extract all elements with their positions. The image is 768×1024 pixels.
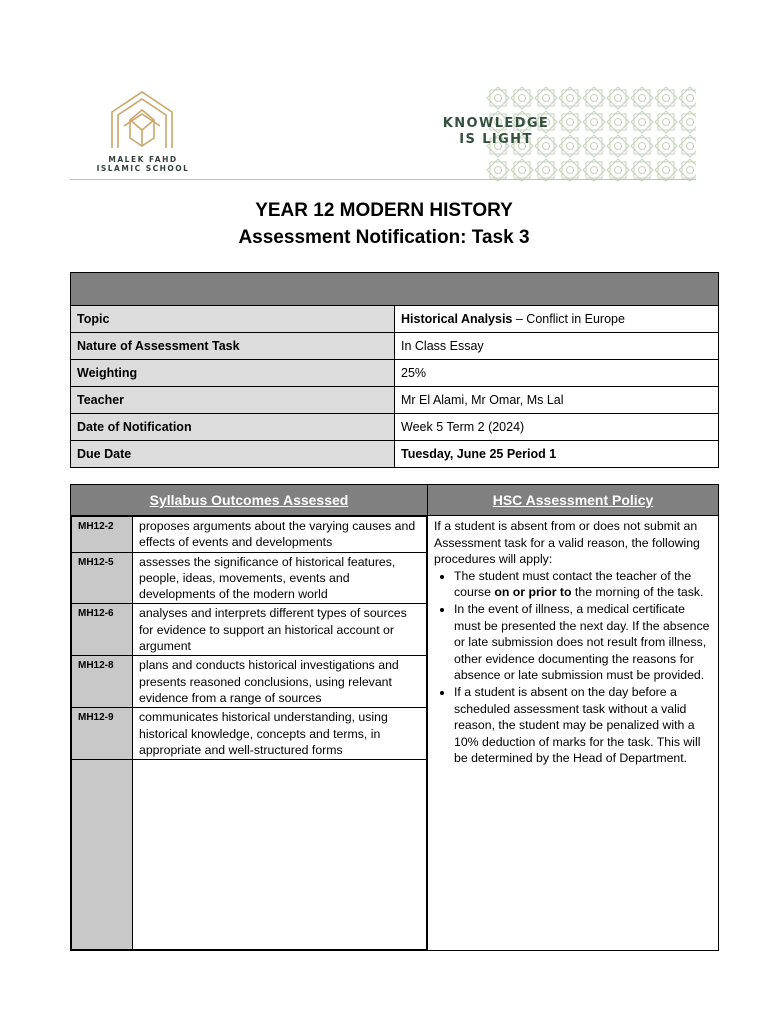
- school-name-line1: MALEK FAHD: [108, 155, 178, 164]
- outcome-row: [72, 656, 427, 708]
- page-title: YEAR 12 MODERN HISTORY: [255, 200, 513, 221]
- details-row-notification: [71, 414, 719, 441]
- outcome-empty-row: [72, 760, 427, 950]
- motto-line2: IS LIGHT: [459, 132, 533, 147]
- details-row-weighting: [71, 360, 719, 387]
- policy-emphasis: on or prior to: [494, 585, 572, 600]
- policy-list: [434, 568, 712, 767]
- outcome-text: plans and conducts historical investigations and presents reasoned conclusions, using relevant evidence from a range of sources: [133, 656, 427, 708]
- page-subtitle: Assessment Notification: Task 3: [238, 227, 530, 248]
- due-date-value: Tuesday, June 25 Period 1: [401, 447, 557, 461]
- policy-heading: HSC Assessment Policy: [428, 485, 719, 516]
- outcome-code: MH12-9: [72, 708, 133, 760]
- details-value: [395, 306, 719, 333]
- outcome-code: MH12-2: [72, 517, 133, 553]
- outcome-text: proposes arguments about the varying causes and effects of events and developments: [133, 517, 427, 553]
- policy-text: the morning of the task.: [571, 585, 704, 600]
- details-value: 25%: [395, 360, 719, 387]
- outcome-code: MH12-5: [72, 552, 133, 604]
- topic-rest: – Conflict in Europe: [512, 312, 625, 326]
- outcomes-heading: Syllabus Outcomes Assessed: [71, 485, 428, 516]
- task-details-table: [70, 272, 719, 468]
- details-value: Mr El Alami, Mr Omar, Ms Lal: [395, 387, 719, 414]
- policy-item: • If a student is absent on the day before a scheduled assessment task without a valid reason, the student may be penalized with a 10% deduction of marks for the task. This will be determined by the Head of Department.: [454, 684, 712, 767]
- policy-intro: If a student is absent from or does not submit an Assessment task for a valid reason, the following procedures will apply:: [434, 519, 700, 567]
- policy-text: The student must contact the teacher of the course: [454, 568, 692, 600]
- outcome-code: MH12-6: [72, 604, 133, 656]
- outcome-row: [72, 708, 427, 760]
- outcome-row: [72, 604, 427, 656]
- school-logo: [70, 86, 230, 178]
- details-value: [395, 441, 719, 468]
- details-header-row: [71, 273, 719, 306]
- school-name-line2: ISLAMIC SCHOOL: [96, 164, 190, 173]
- details-label: Date of Notification: [71, 414, 395, 441]
- outcomes-policy-table: [70, 484, 719, 951]
- details-value: Week 5 Term 2 (2024): [395, 414, 719, 441]
- details-label: Teacher: [71, 387, 395, 414]
- outcome-text: assesses the significance of historical features, people, ideas, movements, events and developments of the modern world: [133, 552, 427, 604]
- header-divider: [70, 179, 696, 180]
- topic-bold: Historical Analysis: [401, 312, 513, 326]
- details-label: Weighting: [71, 360, 395, 387]
- details-label: Nature of Assessment Task: [71, 333, 395, 360]
- details-row-topic: [71, 306, 719, 333]
- details-row-nature: [71, 333, 719, 360]
- outcome-code: MH12-8: [72, 656, 133, 708]
- outcome-text: analyses and interprets different types of sources for evidence to support an historical account or argument: [133, 604, 427, 656]
- policy-item: [454, 568, 712, 601]
- outcome-row: [72, 517, 427, 553]
- outcome-row: [72, 552, 427, 604]
- motto-line1: KNOWLEDGE: [442, 116, 550, 131]
- details-row-due-date: [71, 441, 719, 468]
- house-emblem-icon: [108, 88, 176, 150]
- motto-banner: [416, 86, 696, 182]
- details-label: Due Date: [71, 441, 395, 468]
- page-header: [70, 86, 696, 182]
- outcome-text: communicates historical understanding, using historical knowledge, concepts and terms, in appropriate and well-structured forms: [133, 708, 427, 760]
- policy-item: • In the event of illness, a medical certificate must be presented the next day. If the absence or late submission does not result from illness, other evidence documenting the reasons for absence or late submission must be provided.: [454, 601, 712, 684]
- outcome-list: [71, 516, 427, 950]
- details-row-teacher: [71, 387, 719, 414]
- policy-cell: [428, 516, 719, 951]
- outcomes-cell: [71, 516, 428, 951]
- details-value: In Class Essay: [395, 333, 719, 360]
- details-label: Topic: [71, 306, 395, 333]
